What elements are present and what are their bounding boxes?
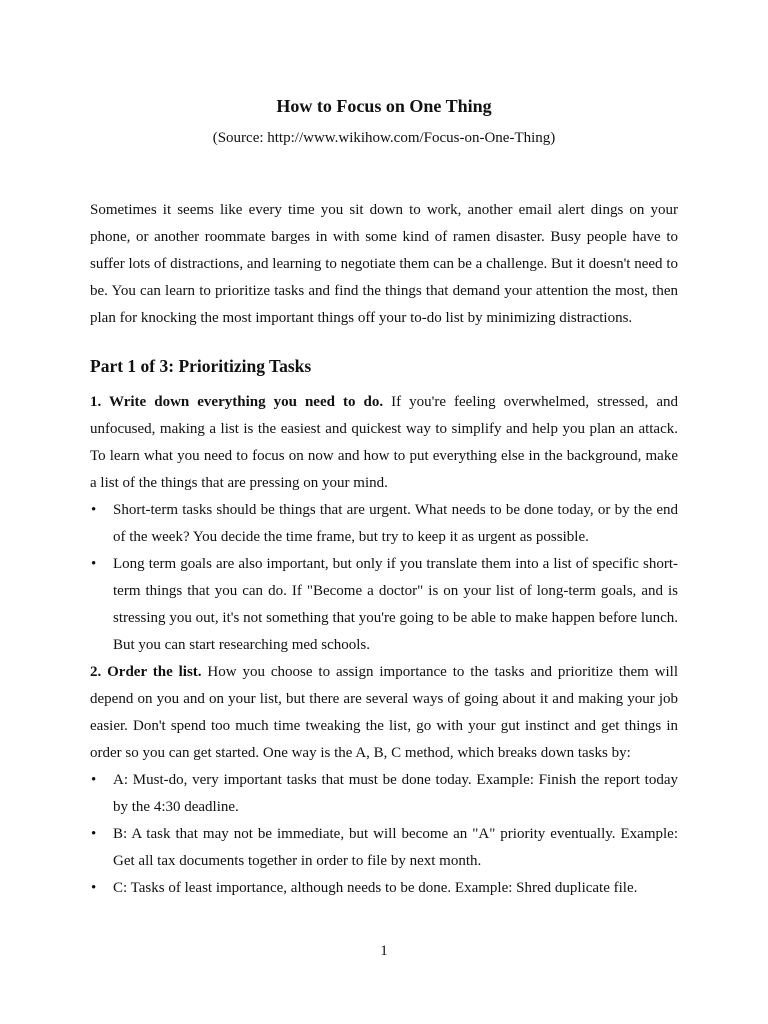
step-bullet-list-1	[90, 497, 678, 659]
step-text-1: If you're feeling overwhelmed, stressed, and unfocused, making a list is the easiest and quickest way to simplify and help you plan an attack. To learn what you need to focus on now and how to put everything else in the background, make a list of the things that are pressing on your mind.	[90, 394, 679, 491]
step-heading-2: 2. Order the list.	[90, 664, 202, 680]
list-item: • A: Must-do, very important tasks that must be done today. Example: Finish the report today by the 4:30 deadline.	[90, 767, 678, 821]
list-item: • Short-term tasks should be things that are urgent. What needs to be done today, or by the end of the week? You decide the time frame, but try to keep it as urgent as possible.	[90, 497, 678, 551]
step-paragraph-1	[90, 389, 678, 497]
intro-paragraph: Sometimes it seems like every time you sit down to work, another email alert dings on your phone, or another roommate barges in with some kind of ramen disaster. Busy people have to suffer lots of distractions, and learning to negotiate them can be a challenge. But it doesn't need to be. You can learn to prioritize tasks and find the things that demand your attention the most, then plan for knocking the most important things off your to-do list by minimizing distractions.	[90, 202, 678, 326]
step-bullet-list-2	[90, 767, 678, 902]
list-item: • Long term goals are also important, but only if you translate them into a list of specific short-term things that you can do. If "Become a doctor" is on your list of long-term goals, and is stressing you out, it's not something that you're going to be able to make happen before lunch. But you can start researching med schools.	[90, 551, 678, 659]
list-item: • C: Tasks of least importance, although needs to be done. Example: Shred duplicate file.	[90, 875, 678, 902]
step-text-2: How you choose to assign importance to the tasks and prioritize them will depend on you and on your list, but there are several ways of going about it and making your job easier. Don't spend too much time tweaking the list, go with your gut instinct and get things in order so you can get started. One way is the A, B, C method, which breaks down tasks by:	[90, 664, 678, 761]
list-item: • B: A task that may not be immediate, but will become an "A" priority eventually. Example: Get all tax documents together in order to file by next month.	[90, 821, 678, 875]
source-line: (Source: http://www.wikihow.com/Focus-on-One-Thing)	[212, 130, 556, 146]
step-heading-1: 1. Write down everything you need to do.	[90, 394, 384, 410]
document-title: How to Focus on One Thing	[276, 96, 492, 116]
step-paragraph-2	[90, 659, 678, 767]
page-number: 1	[380, 943, 388, 959]
part-heading: Part 1 of 3: Prioritizing Tasks	[90, 356, 312, 376]
document-body	[90, 197, 678, 902]
